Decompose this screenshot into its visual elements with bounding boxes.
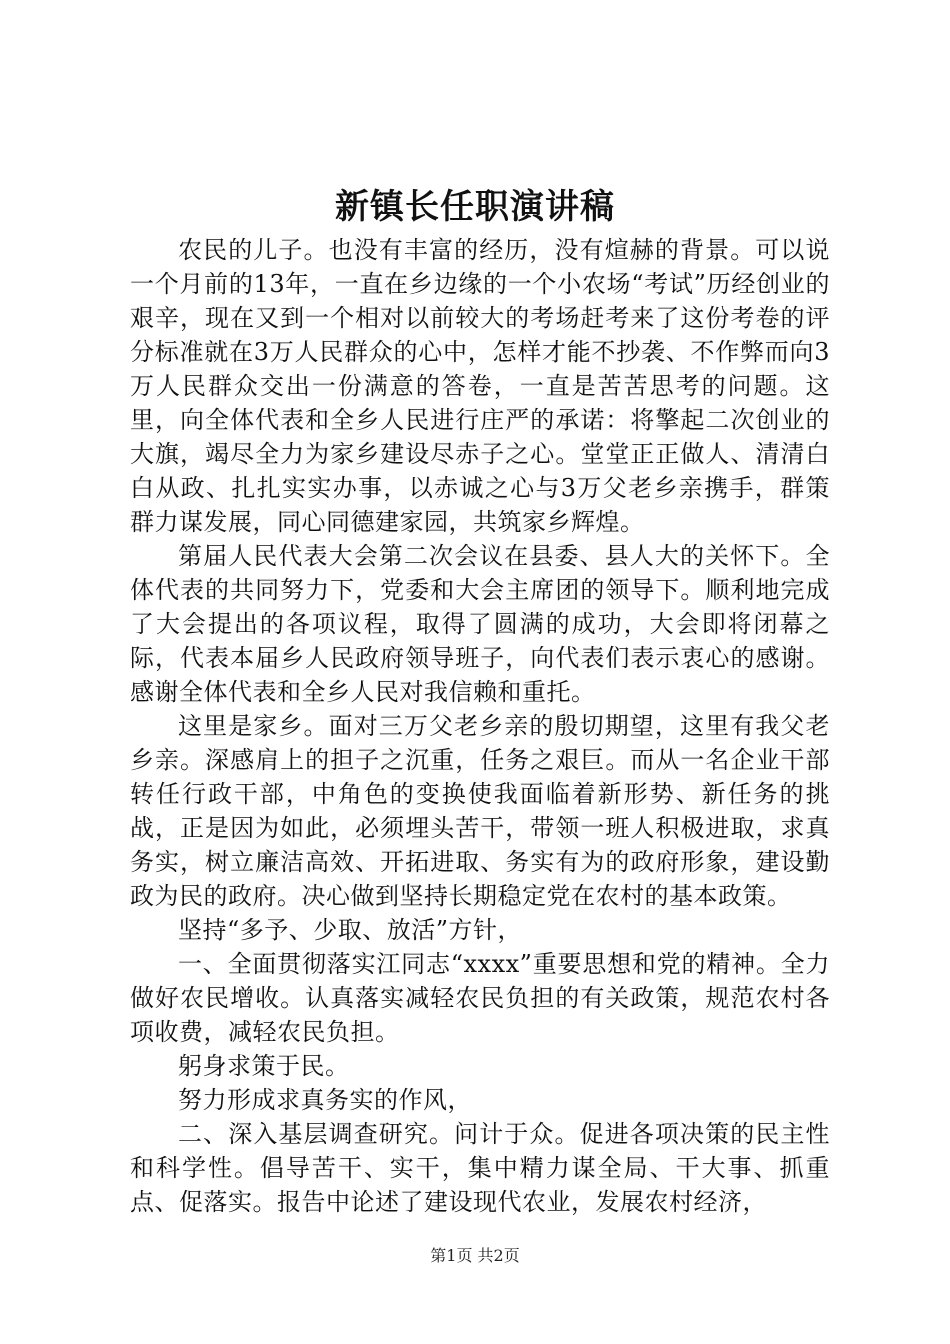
paragraph: 躬身求策于民。: [178, 1052, 350, 1080]
paragraph: 这里是家乡。面对三万父老乡亲的殷切期望，这里有我父老乡亲。深感肩上的担子之沉重，任务之艰巨。而从一名企业干部转任行政干部，中角色的变换使我面临着新形势、新任务的挑战，正是因为如此，必须埋头苦干，带领一班人积极进取，求真务实，树立廉洁高效、开拓进取、务实有为的政府形象，建设勤政为民的政府。决心做到坚持长期稳定党在农村的基本政策。: [130, 712, 830, 910]
paragraph: 坚持“多予、少取、放活”方针，: [178, 916, 523, 944]
paragraph: 第届人民代表大会第二次会议在县委、县人大的关怀下。全体代表的共同努力下，党委和大会主席团的领导下。顺利地完成了大会提出的各项议程，取得了圆满的成功，大会即将闭幕之际，代表本届乡人民政府领导班子，向代表们表示衷心的感谢。感谢全体代表和全乡人民对我信赖和重托。: [130, 542, 830, 706]
paragraph: 一、全面贯彻落实江同志“xxxx”重要思想和党的精神。全力做好农民增收。认真落实减轻农民负担的有关政策，规范农村各项收费，减轻农民负担。: [130, 950, 830, 1046]
document-body: [130, 233, 830, 1219]
paragraph: 努力形成求真务实的作风，: [178, 1086, 472, 1114]
paragraph: 二、深入基层调查研究。问计于众。促进各项决策的民主性和科学性。倡导苦干、实干，集中精力谋全局、干大事、抓重点、促落实。报告中论述了建设现代农业，发展农村经济，: [130, 1120, 830, 1216]
page-number-footer: 第1页 共2页: [430, 1246, 520, 1265]
document-title: 新镇长任职演讲稿: [335, 187, 615, 227]
paragraph: 农民的儿子。也没有丰富的经历，没有煊赫的背景。可以说一个月前的13年，一直在乡边缘的一个小农场“考试”历经创业的艰辛，现在又到一个相对以前较大的考场赶考来了这份考卷的评分标准就在3万人民群众的心中，怎样才能不抄袭、不作弊而向3万人民群众交出一份满意的答卷，一直是苦苦思考的问题。这里，向全体代表和全乡人民进行庄严的承诺：将擎起二次创业的大旗，竭尽全力为家乡建设尽赤子之心。堂堂正正做人、清清白白从政、扎扎实实办事，以赤诚之心与3万父老乡亲携手，群策群力谋发展，同心同德建家园，共筑家乡辉煌。: [130, 236, 830, 536]
